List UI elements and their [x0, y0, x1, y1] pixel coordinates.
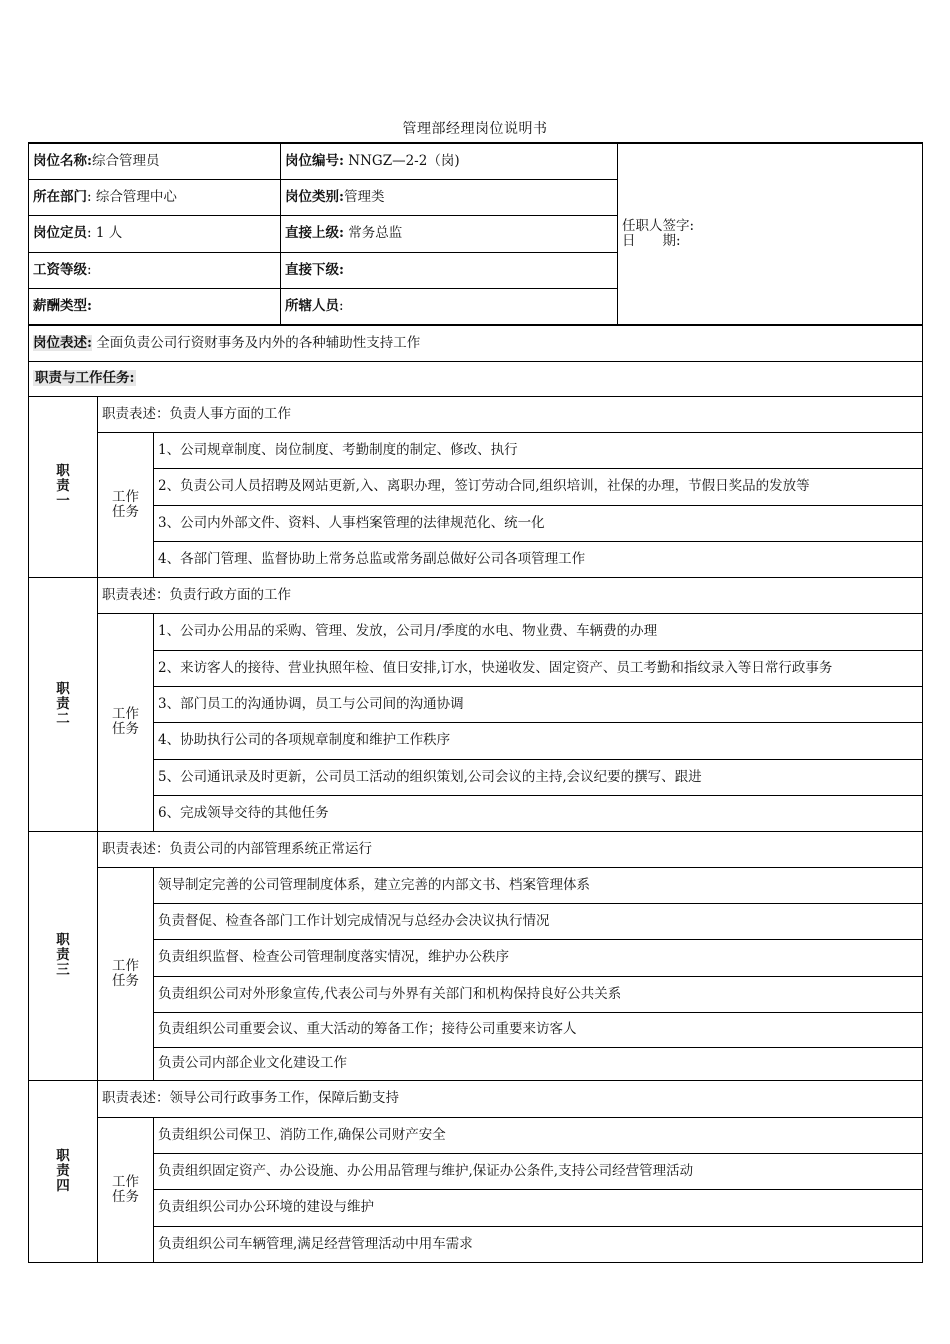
duty-4-task-2: 负责组织固定资产、办公设施、办公用品管理与维护,保证办公条件,支持公司经营管理活动 — [154, 1153, 923, 1189]
duty-2-label: 职 责 二 — [29, 577, 98, 831]
document-title: 管理部经理岗位说明书 — [402, 121, 548, 137]
duty-4-statement: 职责表述：领导公司行政事务工作，保障后勤支持 — [98, 1080, 923, 1117]
position-name-cell — [29, 143, 281, 179]
duty-1-task-3: 3、公司内外部文件、资料、人事档案管理的法律规范化、统一化 — [154, 505, 923, 541]
duty-1-task-2: 2、负责公司人员招聘及网站更新,入、离职办理，签订劳动合同,组织培训，社保的办理，节假日奖品的发放等 — [154, 468, 923, 505]
duty-2-task-5: 5、公司通讯录及时更新，公司员工活动的组织策划,公司会议的主持,会议纪要的撰写、跟进 — [154, 759, 923, 795]
pay-type-label: 薪酬类型: — [33, 297, 92, 314]
description-label: 岗位表述: — [33, 334, 92, 351]
duty-3-task-label: 工作 任务 — [98, 867, 154, 1080]
position-code-value: NNGZ—2-2（岗) — [344, 152, 460, 169]
duty-3-task-1: 领导制定完善的公司管理制度体系，建立完善的内部文书、档案管理体系 — [154, 867, 923, 903]
superior-cell — [281, 215, 618, 252]
duty-2-task-2: 2、来访客人的接待、营业执照年检、值日安排,订水，快递收发、固定资产、员工考勤和指纹录入等日常行政事务 — [154, 650, 923, 686]
position-name-value: 综合管理员 — [91, 152, 160, 169]
job-description-table — [28, 142, 923, 1263]
subordinate-cell — [281, 252, 618, 288]
salary-grade-cell — [29, 252, 281, 288]
position-name-label: 岗位名称: — [33, 152, 92, 169]
salary-grade-value: : — [87, 261, 92, 278]
description-cell — [29, 325, 923, 361]
duty-1-task-label: 工作 任务 — [98, 432, 154, 577]
category-value: 管理类 — [344, 188, 385, 205]
staff-cell — [281, 288, 618, 325]
headcount-label: 岗位定员 — [33, 225, 87, 241]
duty-1-statement: 职责表述：负责人事方面的工作 — [98, 396, 923, 432]
duty-3-task-2: 负责督促、检查各部门工作计划完成情况与总经办会决议执行情况 — [154, 903, 923, 939]
superior-label: 直接上级: — [285, 225, 344, 241]
signature-cell — [618, 143, 923, 325]
duty-1-label: 职 责 一 — [29, 396, 98, 577]
duty-2-task-1: 1、公司办公用品的采购、管理、发放，公司月/季度的水电、物业费、车辆费的办理 — [154, 613, 923, 650]
duty-3-label: 职 责 三 — [29, 831, 98, 1080]
department-cell — [29, 179, 281, 215]
duty-4-task-label: 工作 任务 — [98, 1117, 154, 1262]
pay-type-cell — [29, 288, 281, 325]
duty-4-task-1: 负责组织公司保卫、消防工作,确保公司财产安全 — [154, 1117, 923, 1153]
duty-2-statement: 职责表述：负责行政方面的工作 — [98, 577, 923, 613]
duty-1-task-1: 1、公司规章制度、岗位制度、考勤制度的制定、修改、执行 — [154, 432, 923, 468]
department-value: : 综合管理中心 — [87, 188, 177, 205]
section-title: 职责与工作任务: — [35, 370, 135, 386]
duty-4-task-3: 负责组织公司办公环境的建设与维护 — [154, 1189, 923, 1226]
duty-3-task-5: 负责组织公司重要会议、重大活动的筹备工作；接待公司重要来访客人 — [154, 1012, 923, 1047]
description-value: 全面负责公司行资财事务及内外的各种辅助性支持工作 — [91, 334, 421, 351]
duty-1-task-4: 4、各部门管理、监督协助上常务总监或常务副总做好公司各项管理工作 — [154, 541, 923, 577]
subordinate-label: 直接下级: — [285, 261, 344, 278]
category-label: 岗位类别: — [285, 188, 344, 205]
duty-3-task-4: 负责组织公司对外形象宣传,代表公司与外界有关部门和机构保持良好公共关系 — [154, 976, 923, 1012]
duty-3-statement: 职责表述：负责公司的内部管理系统正常运行 — [98, 831, 923, 867]
date-label: 日 期: — [622, 233, 681, 249]
duty-2-task-3: 3、部门员工的沟通协调，员工与公司间的沟通协调 — [154, 686, 923, 722]
staff-value: : — [339, 297, 344, 314]
duty-4-label: 职 责 四 — [29, 1080, 98, 1262]
headcount-value: : 1 人 — [87, 225, 123, 241]
signature-label: 任职人签字: — [622, 218, 695, 234]
department-label: 所在部门 — [33, 188, 87, 205]
duty-4-task-4: 负责组织公司车辆管理,满足经营管理活动中用车需求 — [154, 1226, 923, 1262]
staff-label: 所辖人员 — [285, 297, 340, 314]
duty-2-task-label: 工作 任务 — [98, 613, 154, 831]
duty-3-task-3: 负责组织监督、检查公司管理制度落实情况，维护办公秩序 — [154, 939, 923, 976]
headcount-cell — [29, 215, 281, 252]
position-code-label: 岗位编号: — [285, 152, 344, 169]
position-code-cell — [281, 143, 618, 179]
duty-2-task-6: 6、完成领导交待的其他任务 — [154, 795, 923, 831]
salary-grade-label: 工资等级 — [33, 261, 87, 278]
duty-3-task-6: 负责公司内部企业文化建设工作 — [154, 1047, 923, 1080]
superior-value: 常务总监 — [344, 225, 403, 241]
section-title-cell — [29, 361, 923, 396]
duty-2-task-4: 4、协助执行公司的各项规章制度和维护工作秩序 — [154, 722, 923, 759]
category-cell — [281, 179, 618, 215]
